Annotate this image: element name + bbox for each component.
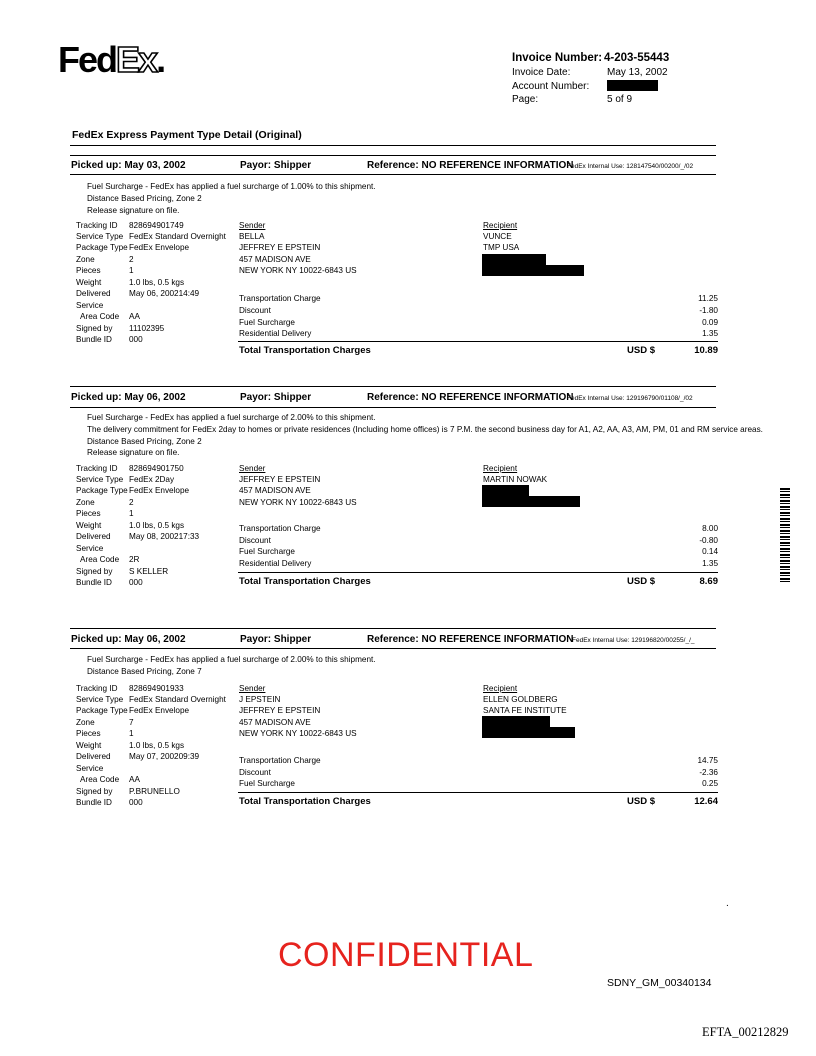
currency: USD $ xyxy=(627,576,655,587)
sender-line: 457 MADISON AVE xyxy=(239,486,311,495)
service-type: FedEx 2Day xyxy=(129,475,175,484)
invoice-number-label: Invoice Number: xyxy=(512,52,603,64)
sender-label: Sender xyxy=(239,464,266,473)
picked-up: Picked up: May 06, 2002 xyxy=(71,634,186,645)
weight-label: Weight xyxy=(76,521,102,530)
invoice-date-label: Invoice Date: xyxy=(512,67,571,78)
sender-line: J EPSTEIN xyxy=(239,695,281,704)
charge-value: -0.80 xyxy=(699,536,718,545)
charge-name: Discount xyxy=(239,768,271,777)
sender-line: BELLA xyxy=(239,232,265,241)
service-label: Service xyxy=(76,764,104,773)
package-type: FedEx Envelope xyxy=(129,706,190,715)
page-number: 5 of 9 xyxy=(607,94,633,105)
tracking-label: Tracking ID xyxy=(76,684,118,693)
signed-by: P.BRUNELLO xyxy=(129,787,180,796)
delivered: May 07, 200209:39 xyxy=(129,752,200,761)
zone-label: Zone xyxy=(76,255,95,264)
page-row xyxy=(512,94,632,105)
picked-up: Picked up: May 06, 2002 xyxy=(71,392,186,403)
total-rule xyxy=(238,341,718,342)
note: Distance Based Pricing, Zone 2 xyxy=(87,194,202,203)
total-rule xyxy=(238,572,718,573)
signed-by: 11102395 xyxy=(129,324,165,333)
currency: USD $ xyxy=(627,796,655,807)
sender-label: Sender xyxy=(239,684,266,693)
total-value: 12.64 xyxy=(694,796,718,807)
charge-value: 1.35 xyxy=(702,559,718,568)
area-code: AA xyxy=(129,312,140,321)
note: Fuel Surcharge - FedEx has applied a fuel surcharge of 1.00% to this shipment. xyxy=(87,182,376,191)
redaction-box xyxy=(482,254,546,265)
total-value: 8.69 xyxy=(699,576,718,587)
service-type: FedEx Standard Overnight xyxy=(129,232,226,241)
invoice-number-row xyxy=(512,52,669,64)
tracking-label: Tracking ID xyxy=(76,221,118,230)
total-value: 10.89 xyxy=(694,345,718,356)
package-type-label: Package Type xyxy=(76,486,128,495)
delivered-label: Delivered xyxy=(76,752,111,761)
tracking-id: 828694901749 xyxy=(129,221,184,230)
internal-use: FedEx Internal Use: 129196820/00255/_/_ xyxy=(572,637,695,644)
sender-label: Sender xyxy=(239,221,266,230)
note: Release signature on file. xyxy=(87,206,180,215)
charge-name: Discount xyxy=(239,536,271,545)
delivered-label: Delivered xyxy=(76,289,111,298)
service-label: Service xyxy=(76,301,104,310)
service-type-label: Service Type xyxy=(76,232,124,241)
internal-use: FedEx Internal Use: 128147540/00200/_/02 xyxy=(567,163,694,170)
pieces-label: Pieces xyxy=(76,266,101,275)
total-label: Total Transportation Charges xyxy=(239,796,371,807)
charge-value: -2.36 xyxy=(699,768,718,777)
shipment-top-rule xyxy=(70,155,716,156)
zone: 7 xyxy=(129,718,134,727)
zone-label: Zone xyxy=(76,498,95,507)
shipment-header-rule xyxy=(70,407,716,408)
zone-label: Zone xyxy=(76,718,95,727)
pieces: 1 xyxy=(129,266,134,275)
bundle-label: Bundle ID xyxy=(76,335,112,344)
redaction-box xyxy=(482,727,575,738)
charge-name: Transportation Charge xyxy=(239,756,321,765)
sender-line: NEW YORK NY 10022-6843 US xyxy=(239,498,357,507)
bundle-id: 000 xyxy=(129,798,143,807)
reference: Reference: NO REFERENCE INFORMATION xyxy=(367,392,574,403)
charge-name: Transportation Charge xyxy=(239,294,321,303)
account-number-row xyxy=(512,80,658,92)
recipient-line: VUNCE xyxy=(483,232,512,241)
currency: USD $ xyxy=(627,345,655,356)
bundle-id: 000 xyxy=(129,335,143,344)
package-type: FedEx Envelope xyxy=(129,243,190,252)
note: Fuel Surcharge - FedEx has applied a fuel surcharge of 2.00% to this shipment. xyxy=(87,413,376,422)
sender-line: JEFFREY E EPSTEIN xyxy=(239,475,321,484)
internal-use: FedEx Internal Use: 129196790/01108/_/02 xyxy=(567,395,693,402)
logo-ex: Ex xyxy=(116,39,157,80)
delivered-label: Delivered xyxy=(76,532,111,541)
weight-label: Weight xyxy=(76,278,102,287)
pieces: 1 xyxy=(129,729,134,738)
recipient-line: SANTA FE INSTITUTE xyxy=(483,706,567,715)
charge-name: Discount xyxy=(239,306,271,315)
tracking-label: Tracking ID xyxy=(76,464,118,473)
logo-dot: . xyxy=(156,39,165,80)
fedex-logo xyxy=(58,39,165,80)
charge-name: Fuel Surcharge xyxy=(239,547,295,556)
page-label: Page: xyxy=(512,94,539,105)
section-title: FedEx Express Payment Type Detail (Original) xyxy=(72,129,302,141)
shipment-top-rule xyxy=(70,386,716,387)
tracking-id: 828694901750 xyxy=(129,464,184,473)
efta-number: EFTA_00212829 xyxy=(702,1025,789,1039)
charge-name: Residential Delivery xyxy=(239,559,312,568)
redaction-box xyxy=(482,265,584,276)
note: Distance Based Pricing, Zone 7 xyxy=(87,667,202,676)
sender-line: NEW YORK NY 10022-6843 US xyxy=(239,729,357,738)
recipient-line: ELLEN GOLDBERG xyxy=(483,695,558,704)
payor: Payor: Shipper xyxy=(240,160,312,171)
note: The delivery commitment for FedEx 2day to homes or private residences (Including home offices) is 7 P.M. the second business day for A1, A2, AA, A3, AM, PM, 01 and RM service areas. xyxy=(87,425,763,434)
pieces-label: Pieces xyxy=(76,729,101,738)
service-type-label: Service Type xyxy=(76,695,124,704)
charge-value: 14.75 xyxy=(697,756,718,765)
zone: 2 xyxy=(129,255,134,264)
logo-fed: Fed xyxy=(58,39,117,80)
recipient-label: Recipient xyxy=(483,684,518,693)
redaction-box xyxy=(482,496,580,507)
barcode xyxy=(780,488,790,584)
picked-up: Picked up: May 03, 2002 xyxy=(71,160,186,171)
signed-by-label: Signed by xyxy=(76,324,113,333)
charge-value: 0.25 xyxy=(702,779,718,788)
delivered: May 06, 200214:49 xyxy=(129,289,200,298)
payor: Payor: Shipper xyxy=(240,634,312,645)
sender-line: JEFFREY E EPSTEIN xyxy=(239,243,321,252)
stray-dot: . xyxy=(726,898,729,909)
charge-value: 8.00 xyxy=(702,524,718,533)
total-label: Total Transportation Charges xyxy=(239,576,371,587)
shipment-header-rule xyxy=(70,174,716,175)
charge-name: Residential Delivery xyxy=(239,329,312,338)
sender-line: NEW YORK NY 10022-6843 US xyxy=(239,266,357,275)
sender-line: 457 MADISON AVE xyxy=(239,718,311,727)
invoice-date-row xyxy=(512,67,668,78)
redaction-box xyxy=(482,716,550,727)
package-type-label: Package Type xyxy=(76,706,128,715)
weight: 1.0 lbs, 0.5 kgs xyxy=(129,521,185,530)
bundle-label: Bundle ID xyxy=(76,798,112,807)
sender-line: 457 MADISON AVE xyxy=(239,255,311,264)
bundle-id: 000 xyxy=(129,578,143,587)
area-code: 2R xyxy=(129,555,140,564)
note: Fuel Surcharge - FedEx has applied a fuel surcharge of 2.00% to this shipment. xyxy=(87,655,376,664)
tracking-id: 828694901933 xyxy=(129,684,184,693)
signed-by-label: Signed by xyxy=(76,567,113,576)
charge-name: Transportation Charge xyxy=(239,524,321,533)
area-code-label: Area Code xyxy=(80,775,120,784)
shipment-header-rule xyxy=(70,648,716,649)
pieces-label: Pieces xyxy=(76,509,101,518)
redaction-box xyxy=(607,80,658,91)
signed-by: S KELLER xyxy=(129,567,169,576)
recipient-line: TMP USA xyxy=(483,243,520,252)
weight-label: Weight xyxy=(76,741,102,750)
signed-by-label: Signed by xyxy=(76,787,113,796)
area-code-label: Area Code xyxy=(80,555,120,564)
total-label: Total Transportation Charges xyxy=(239,345,371,356)
note: Release signature on file. xyxy=(87,448,180,457)
payor: Payor: Shipper xyxy=(240,392,312,403)
package-type: FedEx Envelope xyxy=(129,486,190,495)
recipient-line: MARTIN NOWAK xyxy=(483,475,548,484)
service-type-label: Service Type xyxy=(76,475,124,484)
account-number-label: Account Number: xyxy=(512,81,590,92)
charge-value: -1.80 xyxy=(699,306,718,315)
confidential-stamp: CONFIDENTIAL xyxy=(278,936,534,974)
total-rule xyxy=(238,792,718,793)
service-label: Service xyxy=(76,544,104,553)
sender-line: JEFFREY E EPSTEIN xyxy=(239,706,321,715)
pieces: 1 xyxy=(129,509,134,518)
section-rule xyxy=(70,145,716,146)
recipient-label: Recipient xyxy=(483,464,518,473)
charge-value: 11.25 xyxy=(698,294,718,303)
charge-name: Fuel Surcharge xyxy=(239,779,295,788)
weight: 1.0 lbs, 0.5 kgs xyxy=(129,278,185,287)
note: Distance Based Pricing, Zone 2 xyxy=(87,437,202,446)
reference: Reference: NO REFERENCE INFORMATION xyxy=(367,634,574,645)
bates-number: SDNY_GM_00340134 xyxy=(607,977,712,989)
charge-value: 0.09 xyxy=(702,318,718,327)
service-type: FedEx Standard Overnight xyxy=(129,695,226,704)
delivered: May 08, 200217:33 xyxy=(129,532,200,541)
package-type-label: Package Type xyxy=(76,243,128,252)
invoice-date: May 13, 2002 xyxy=(607,67,668,78)
reference: Reference: NO REFERENCE INFORMATION xyxy=(367,160,574,171)
zone: 2 xyxy=(129,498,134,507)
charge-name: Fuel Surcharge xyxy=(239,318,295,327)
area-code: AA xyxy=(129,775,140,784)
bundle-label: Bundle ID xyxy=(76,578,112,587)
charge-value: 0.14 xyxy=(702,547,718,556)
invoice-number: 4-203-55443 xyxy=(604,52,670,64)
weight: 1.0 lbs, 0.5 kgs xyxy=(129,741,185,750)
area-code-label: Area Code xyxy=(80,312,120,321)
redaction-box xyxy=(482,485,529,496)
shipment-top-rule xyxy=(70,628,716,629)
charge-value: 1.35 xyxy=(702,329,718,338)
recipient-label: Recipient xyxy=(483,221,518,230)
